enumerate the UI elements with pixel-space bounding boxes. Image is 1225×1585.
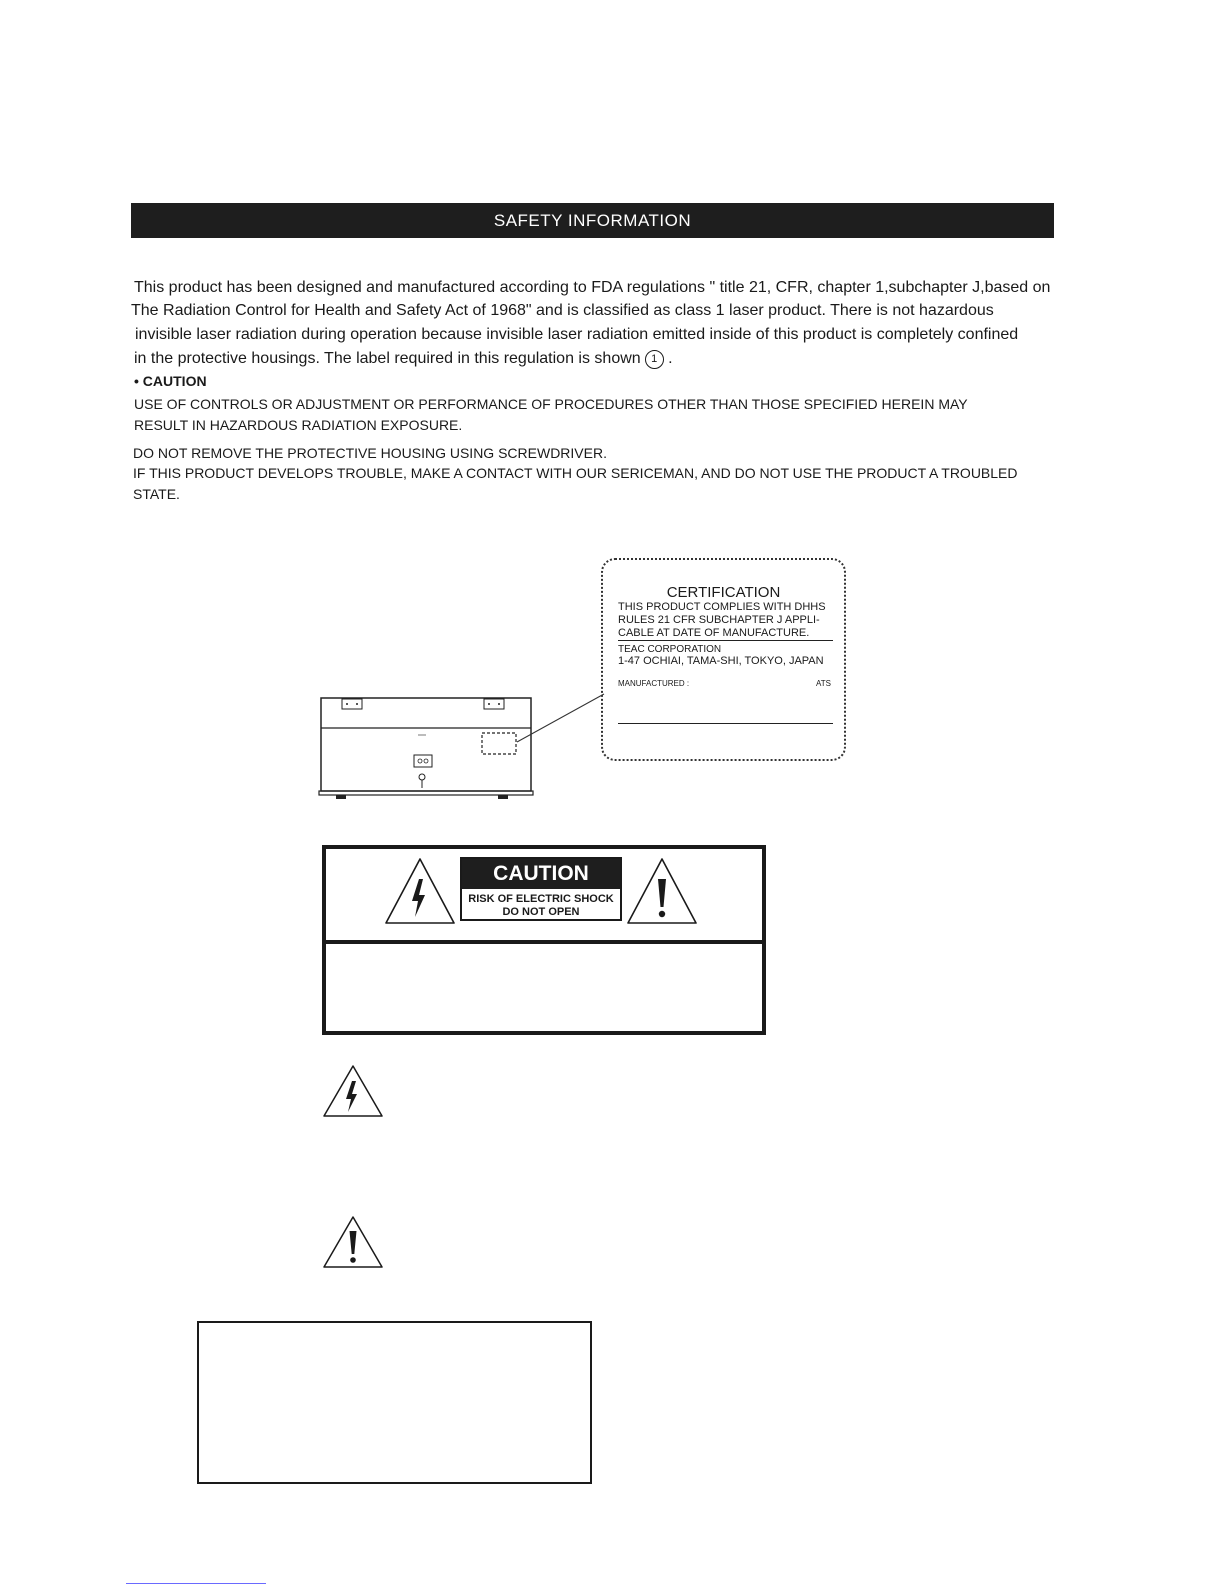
caution-box-divider xyxy=(326,940,762,944)
caution-line-5: STATE. xyxy=(133,486,180,502)
exclamation-warning-icon xyxy=(626,857,698,925)
caution-line-2: RESULT IN HAZARDOUS RADIATION EXPOSURE. xyxy=(134,417,463,433)
caution-line-4: IF THIS PRODUCT DEVELOPS TROUBLE, MAKE A CONTACT WITH OUR SERICEMAN, AND DO NOT USE THE PRODUCT A TROUBLED xyxy=(133,465,1018,481)
footer-link-underline xyxy=(126,1583,266,1584)
intro-line-1: This product has been designed and manufactured according to FDA regulations " title 21, CFR, chapter 1,subchapter J,based on xyxy=(134,279,1051,296)
manufactured-label: MANUFACTURED : xyxy=(618,679,690,688)
caution-badge xyxy=(460,857,622,921)
caution-label-box xyxy=(322,845,766,1035)
certification-title: CERTIFICATION xyxy=(666,584,781,601)
caution-line-3: DO NOT REMOVE THE PROTECTIVE HOUSING USING SCREWDRIVER. xyxy=(133,445,607,461)
certification-company: TEAC CORPORATION xyxy=(618,644,722,655)
lightning-bolt-warning-icon xyxy=(322,1064,384,1118)
notice-box xyxy=(197,1321,592,1484)
section-title-bar xyxy=(131,203,1054,238)
label-leader-line xyxy=(516,692,606,744)
intro-line-4-end: . xyxy=(668,350,673,367)
caution-badge-line-2: DO NOT OPEN xyxy=(502,906,580,918)
caution-line-1: USE OF CONTROLS OR ADJUSTMENT OR PERFORMANCE OF PROCEDURES OTHER THAN THOSE SPECIFIED HEREIN MAY xyxy=(134,396,968,412)
product-rear-view-illustration xyxy=(318,695,534,801)
label-reference-number: 1 xyxy=(645,350,664,369)
intro-line-3: invisible laser radiation during operation because invisible laser radiation emitted inside of this product is completely confined xyxy=(135,326,1019,343)
caution-badge-line-1: RISK OF ELECTRIC SHOCK xyxy=(468,893,614,905)
caution-badge-title: CAUTION xyxy=(462,859,620,889)
certification-line-2: RULES 21 CFR SUBCHAPTER J APPLI- xyxy=(618,614,820,626)
lightning-bolt-warning-icon xyxy=(384,857,456,925)
certification-signature-line xyxy=(618,723,833,724)
certification-rule xyxy=(618,640,833,641)
certification-line-3: CABLE AT DATE OF MANUFACTURE. xyxy=(618,627,810,639)
certification-line-1: THIS PRODUCT COMPLIES WITH DHHS xyxy=(618,601,826,613)
caution-heading: • CAUTION xyxy=(134,373,207,389)
manufactured-code: ATS xyxy=(816,679,831,688)
exclamation-warning-icon xyxy=(322,1215,384,1269)
intro-line-4 xyxy=(134,347,673,371)
certification-label xyxy=(601,558,846,761)
section-title: SAFETY INFORMATION xyxy=(493,210,692,230)
intro-line-2: The Radiation Control for Health and Safety Act of 1968" and is classified as class 1 laser product. There is not hazardous xyxy=(131,302,994,319)
certification-address: 1-47 OCHIAI, TAMA-SHI, TOKYO, JAPAN xyxy=(618,655,824,667)
intro-line-4-text: in the protective housings. The label required in this regulation is shown xyxy=(134,350,641,367)
